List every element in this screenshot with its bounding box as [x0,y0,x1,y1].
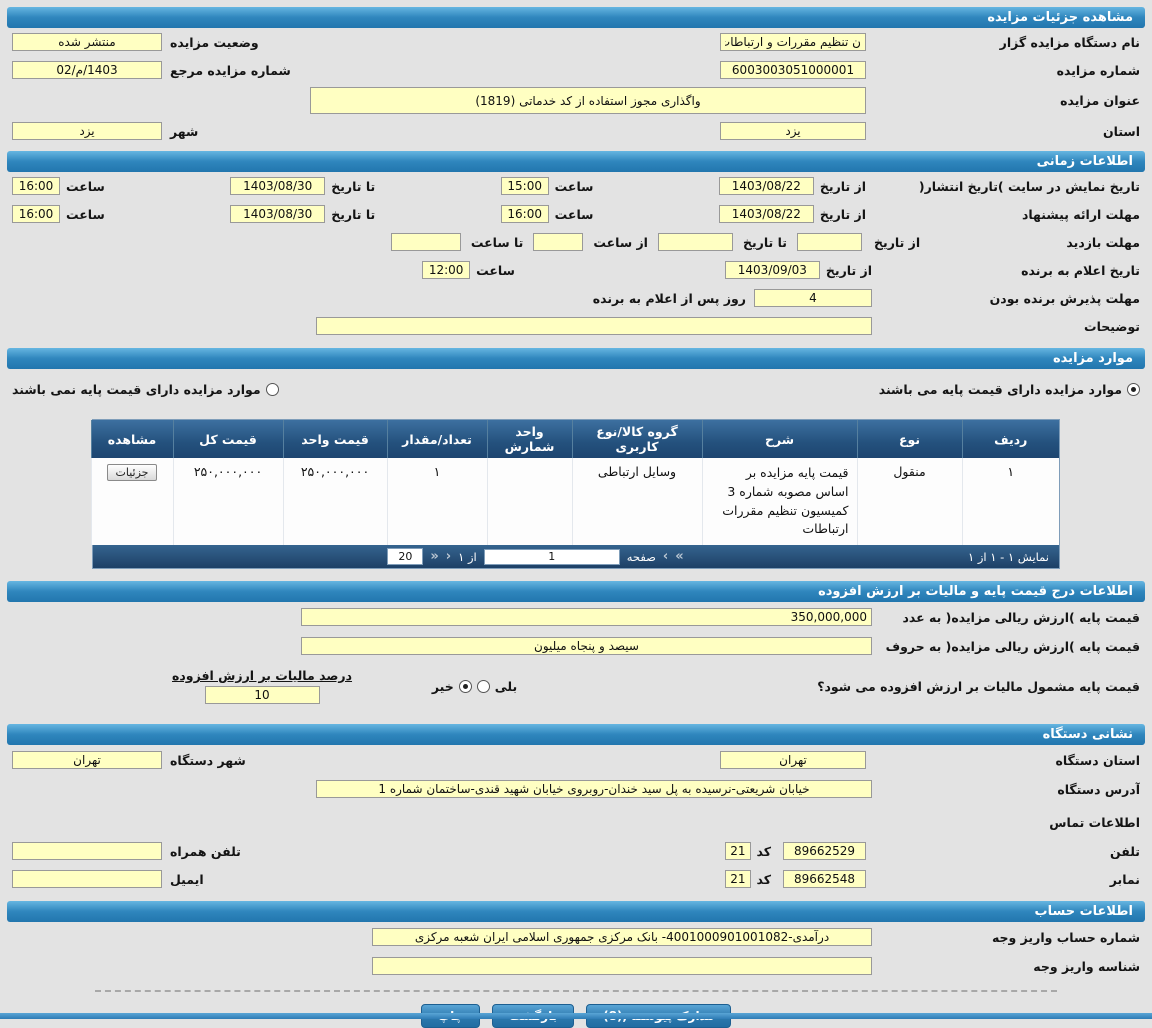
cell-row-number: ۱ [962,458,1059,545]
footer-divider [95,990,1057,992]
agency-address-label: آدرس دستگاه [1057,781,1140,797]
cell-quantity: ۱ [387,458,487,545]
phone-group [725,842,1141,860]
radio-unselected-icon[interactable] [266,383,279,396]
account-number-label: شماره حساب واریز وجه [991,929,1140,945]
pager-controls [387,548,683,565]
pager-page-label: صفحه [626,549,656,564]
offer-from-time-group [501,205,594,223]
vat-percent-group [172,668,352,704]
winner-date-input[interactable] [725,261,820,279]
status-label: وضعیت مزایده [170,34,259,50]
radio-has-base-price-label: موارد مزایده دارای قیمت پایه می باشند [878,381,1122,397]
items-grid [92,419,1060,569]
offer-from-date-label: از تاریخ [819,206,866,222]
fax-code-label: کد [756,871,771,887]
winner-accept-label: مهلت پذیرش برنده بودن [989,290,1140,306]
base-price-radio-row [0,369,1152,409]
ref-number-input[interactable] [12,61,162,79]
email-group [12,870,204,888]
city-label: شهر [170,123,199,139]
cell-view [91,458,173,545]
mobile-input[interactable] [12,842,162,860]
vat-question-label: قیمت پایه مشمول مالیات بر ارزش افزوده می شود؟ [817,678,1140,694]
auction-number-input[interactable] [720,61,866,79]
offer-to-date-input[interactable] [230,205,325,223]
col-count-unit: واحد شمارش [487,420,572,458]
visit-label-group [872,235,1140,250]
offer-to-time-group [12,205,105,223]
vat-no-radio[interactable] [459,680,472,693]
fax-input[interactable] [783,870,866,888]
contact-info-label: اطلاعات تماس [1049,814,1140,830]
auction-title-group [310,87,1140,114]
price-words-label: قیمت پایه )ارزش ریالی مزایده( به حروف [885,638,1140,654]
price-numeric-input[interactable] [301,608,872,626]
winner-from-date-label: از تاریخ [825,262,872,278]
phone-code-input[interactable] [725,842,751,860]
phone-label: تلفن [1109,843,1140,859]
publish-from-date-label: از تاریخ [819,178,866,194]
auction-title-label: عنوان مزایده [1060,93,1140,108]
pager-next-icon[interactable]: ‹ [445,549,452,564]
pager-of-text: از ۱ [458,549,477,564]
publish-from-date-input[interactable] [719,177,814,195]
price-numeric-label: قیمت پایه )ارزش ریالی مزایده( به عدد [902,609,1140,625]
cell-count-unit [487,458,572,545]
details-button[interactable]: جزئیات [107,464,158,481]
visit-deadline-row [0,228,1152,256]
winner-accept-suffix: روز پس از اعلام به برنده [592,290,746,306]
mobile-label: تلفن همراه [170,843,241,859]
items-table [91,420,1060,545]
vat-row [0,660,1152,712]
visit-to-time-input[interactable] [391,233,461,251]
offer-from-time-label: ساعت [554,206,594,222]
notes-row [0,312,1152,340]
visit-from-date-label: از تاریخ [874,234,921,250]
phone-input[interactable] [783,842,866,860]
winner-time-group [422,261,515,279]
vat-percent-input[interactable] [205,686,320,704]
deposit-id-input[interactable] [372,957,872,975]
agency-input[interactable] [720,33,866,51]
ref-number-group [12,61,291,79]
province-city-row [0,117,1152,145]
winner-time-label: ساعت [476,262,515,278]
account-number-row [0,922,1152,952]
price-words-row [0,632,1152,660]
publish-dates-row [0,172,1152,200]
winner-time-input[interactable] [422,261,470,279]
vat-percent-label: درصد مالیات بر ارزش افزوده [172,668,353,683]
cell-description: قیمت پایه مزایده بر اساس مصوبه شماره 3 کمیسیون تنظیم مقررات ارتباطات [702,458,857,545]
phone-row [0,837,1152,865]
phone-code-label: کد [756,843,771,859]
visit-to-date-label: تا تاریخ [742,234,787,250]
fax-row [0,865,1152,893]
email-input[interactable] [12,870,162,888]
vat-no-label: خیر [431,678,454,694]
cell-type: منقول [857,458,962,545]
table-row[interactable] [91,458,1059,545]
publish-from-time-label: ساعت [554,178,594,194]
winner-accept-days-input[interactable] [754,289,872,307]
radio-selected-icon[interactable] [1127,383,1140,396]
account-number-input[interactable] [372,928,872,946]
city-group [12,122,198,140]
offer-deadline-row [0,200,1152,228]
auction-number-label: شماره مزایده [1056,62,1140,78]
winner-date-group [725,261,872,279]
publish-label: تاریخ نمایش در سایت )تاریخ انتشار( [918,178,1140,194]
publish-from-group [719,177,1140,195]
winner-accept-row [0,284,1152,312]
pager-page-input[interactable] [484,549,620,565]
cell-unit-price: ۲۵۰,۰۰۰,۰۰۰ [283,458,387,545]
agency-address-input[interactable] [316,780,872,798]
offer-to-date-group [230,205,375,223]
auction-number-group [720,61,1140,79]
table-pager [93,545,1059,568]
agency-province-group [720,751,1140,769]
province-label: استان [1102,123,1140,139]
price-words-input[interactable] [301,637,872,655]
cell-total-price: ۲۵۰,۰۰۰,۰۰۰ [173,458,283,545]
bottom-strip [0,1013,1152,1019]
publish-to-date-input[interactable] [230,177,325,195]
publish-from-time-input[interactable] [501,177,549,195]
items-section-header: موارد مزایده [7,348,1145,369]
radio-no-base-price-label: موارد مزایده دارای قیمت پایه نمی باشند [12,381,261,397]
agency-city-group [12,751,246,769]
pager-first-icon[interactable]: » [675,549,684,564]
col-goods-group: گروه کالا/نوع کاربری [572,420,702,458]
agency-city-input[interactable] [12,751,162,769]
visit-from-time-label: از ساعت [593,234,648,250]
vat-yes-label: بلی [494,678,518,694]
publish-to-time-group [12,177,105,195]
publish-to-date-group [230,177,375,195]
pager-prev-icon[interactable]: › [662,549,669,564]
city-input[interactable] [12,122,162,140]
offer-from-time-input[interactable] [501,205,549,223]
status-input[interactable] [12,33,162,51]
pager-page-size-select[interactable]: 20 [387,548,423,565]
agency-province-row [0,745,1152,775]
visit-label: مهلت بازدید [1066,234,1140,250]
fax-code-input[interactable] [725,870,751,888]
fax-group [725,870,1141,888]
pager-last-icon[interactable]: « [430,549,439,564]
offer-from-date-input[interactable] [719,205,814,223]
col-quantity: تعداد/مقدار [387,420,487,458]
account-section-header: اطلاعات حساب [7,901,1145,922]
publish-to-date-label: تا تاریخ [331,178,376,194]
vat-radio-group [432,679,517,694]
agency-status-row [0,28,1152,56]
col-view: مشاهده [91,420,173,458]
publish-to-time-input[interactable] [12,177,60,195]
contact-info-row [0,807,1152,837]
col-description: شرح [702,420,857,458]
col-row-number: ردیف [962,420,1059,458]
page-title: مشاهده جزئیات مزایده [7,7,1145,28]
col-total-price: قیمت کل [173,420,283,458]
province-group [720,122,1140,140]
winner-announce-label: تاریخ اعلام به برنده [1021,262,1140,278]
winner-announce-row [0,256,1152,284]
offer-from-group [719,205,1140,223]
price-section-header: اطلاعات درج قیمت پایه و مالیات بر ارزش افزوده [7,581,1145,602]
agency-field-group [720,33,1140,51]
address-section-header: نشانی دستگاه [7,724,1145,745]
email-label: ایمیل [170,871,204,887]
status-field-group [12,33,259,51]
pager-records-info: نمایش ۱ - ۱ از ۱ [968,549,1049,564]
radio-no-base-price[interactable] [12,382,279,397]
offer-to-time-input[interactable] [12,205,60,223]
agency-province-input[interactable] [720,751,866,769]
deposit-id-label: شناسه واریز وجه [1033,958,1140,974]
agency-address-row [0,775,1152,803]
items-table-header-row [91,420,1059,458]
offer-to-date-label: تا تاریخ [331,206,376,222]
agency-label: نام دستگاه مزایده گزار [999,34,1140,50]
visit-from-time-input[interactable] [533,233,583,251]
publish-to-time-label: ساعت [66,178,105,194]
agency-city-label: شهر دستگاه [170,752,246,768]
mobile-group [12,842,241,860]
visit-to-time-label: تا ساعت [470,234,524,250]
offer-label: مهلت ارائه پیشنهاد [1021,206,1140,222]
radio-has-base-price[interactable] [879,382,1140,397]
publish-from-time-group [501,177,594,195]
col-unit-price: قیمت واحد [283,420,387,458]
visit-from-date-input[interactable] [797,233,862,251]
offer-to-time-label: ساعت [66,206,105,222]
province-input[interactable] [720,122,866,140]
timing-section-header: اطلاعات زمانی [7,151,1145,172]
notes-label: توضیحات [1084,318,1140,334]
price-numeric-row [0,602,1152,632]
ref-number-label: شماره مزایده مرجع [170,62,291,78]
cell-goods-group: وسایل ارتباطی [572,458,702,545]
visit-to-date-input[interactable] [658,233,733,251]
col-type: نوع [857,420,962,458]
title-row [0,84,1152,117]
deposit-id-row [0,952,1152,980]
fax-label: نمابر [1109,871,1140,887]
number-ref-row [0,56,1152,84]
notes-input[interactable] [316,317,872,335]
agency-province-label: استان دستگاه [1055,752,1140,768]
vat-yes-radio[interactable] [477,680,490,693]
auction-title-input[interactable] [310,87,866,114]
